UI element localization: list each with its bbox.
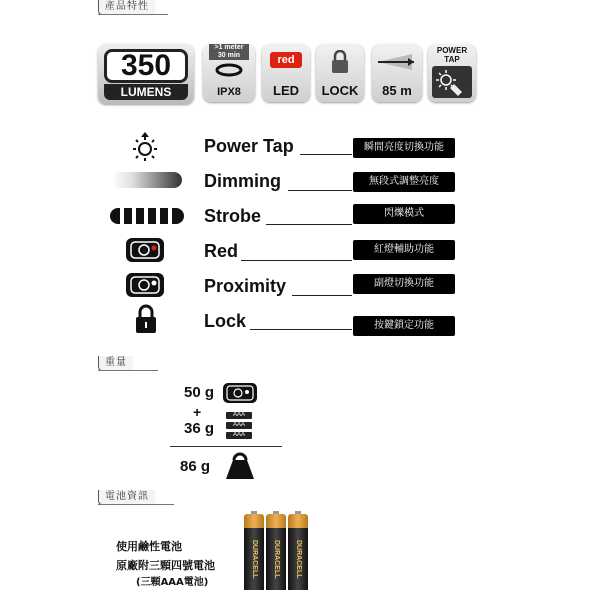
power-tap-badge: POWER TAP (436, 46, 468, 64)
lumens-unit-label: LUMENS (104, 84, 188, 100)
feature-name-strobe: Strobe (204, 206, 262, 226)
ipx-label: IPX8 (217, 86, 241, 98)
aaa-battery-1: AAA (226, 412, 252, 419)
weight-lamp-icon (222, 382, 258, 404)
red-led-badge: red (270, 52, 302, 68)
lumens-value-box: 350 (104, 49, 188, 83)
aaa-battery-2: AAA (226, 422, 252, 429)
range-spec (372, 44, 422, 102)
aaa-battery-3: AAA (226, 432, 252, 439)
feature-name-proximity: Proximity (204, 276, 287, 296)
lock-label: LOCK (321, 83, 359, 98)
weight-section-divider (98, 370, 158, 371)
feature-underline-dimming (288, 190, 352, 191)
beam-range-icon (376, 52, 418, 72)
lumens-spec (98, 44, 194, 104)
feature-desc-red: 紅燈輔助功能 (353, 240, 455, 260)
headlamp-icon (215, 62, 243, 78)
features-section-title: 產品特性 (98, 0, 155, 15)
feature-underline-red (241, 260, 352, 261)
dimming-gradient-icon (112, 172, 182, 188)
weight-lamp: 50 g (184, 384, 215, 401)
power-tap-graphic (432, 66, 472, 98)
battery-line-2: 原廠附三顆四號電池 (116, 559, 215, 572)
power-tap-sun-icon (128, 130, 162, 164)
weight-kettlebell-icon (224, 452, 256, 480)
weight-batteries: 36 g (184, 420, 215, 437)
battery-line-3: (三顆AAA電池) (136, 577, 209, 588)
duracell-battery-3 (288, 514, 308, 590)
features-section-divider (98, 14, 168, 15)
feature-underline-strobe (266, 224, 352, 225)
feature-desc-proximity: 副燈切換功能 (353, 274, 455, 294)
battery-section-title: 電池資訊 (98, 490, 155, 505)
feature-desc-strobe: 閃爍模式 (353, 204, 455, 224)
ipx-spec (203, 44, 255, 102)
feature-name-lock: Lock (204, 311, 247, 331)
lock-padlock-icon (133, 304, 159, 334)
tap-hand-icon (432, 66, 472, 98)
feature-desc-lock: 按鍵鎖定功能 (353, 316, 455, 336)
ipx-depth-badge: >1 meter 30 min (209, 44, 249, 60)
feature-desc-power-tap: 瞬間亮度切換功能 (353, 138, 455, 158)
weight-total: 86 g (180, 458, 211, 475)
feature-name-power-tap: Power Tap (204, 136, 294, 156)
red-led-spec (262, 44, 310, 102)
led-label: LED (273, 83, 299, 98)
range-label: 85 m (382, 83, 412, 98)
red-mode-lamp-icon (124, 236, 166, 264)
power-tap-spec (428, 44, 476, 102)
weight-plus: + (193, 404, 202, 420)
feature-underline-proximity (292, 295, 352, 296)
battery-line-1: 使用鹼性電池 (116, 540, 182, 553)
proximity-lamp-icon (124, 271, 166, 299)
duracell-battery-2 (266, 514, 286, 590)
feature-underline-power-tap (300, 154, 352, 155)
battery-section-divider (98, 504, 174, 505)
strobe-bars-icon (110, 206, 184, 226)
feature-name-red: Red (204, 241, 239, 261)
duracell-battery-1 (244, 514, 264, 590)
feature-name-dimming: Dimming (204, 171, 282, 191)
padlock-icon (330, 50, 350, 74)
weight-section-title: 重量 (98, 356, 133, 371)
lock-spec (316, 44, 364, 102)
feature-underline-lock (250, 329, 352, 330)
duracell-brand-2: DURACELL (273, 539, 280, 579)
weight-sum-line (170, 446, 282, 447)
duracell-brand-3: DURACELL (295, 539, 302, 579)
duracell-brand-1: DURACELL (251, 539, 258, 579)
feature-desc-dimming: 無段式調整亮度 (353, 172, 455, 192)
